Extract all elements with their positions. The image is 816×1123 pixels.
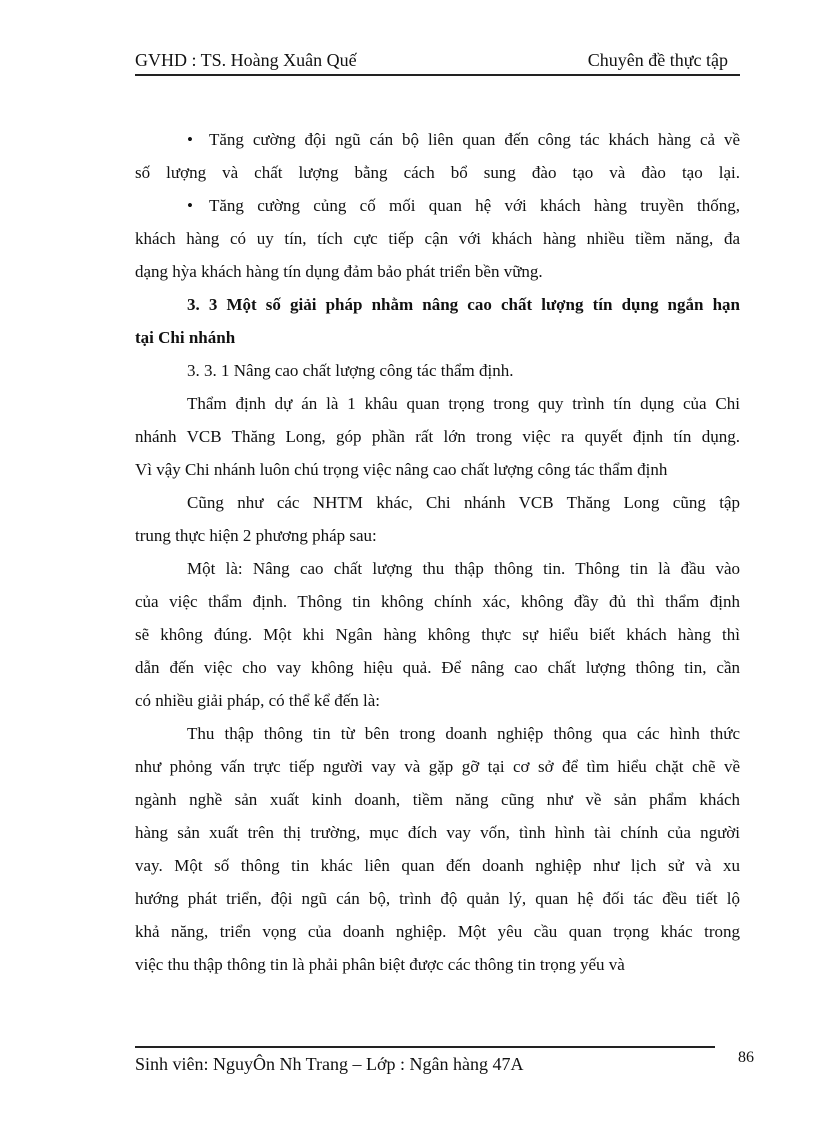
text-line: vay. Một số thông tin khác liên quan đến doanh nghiệp như lịch sử và xu: [135, 856, 740, 875]
text-line: sẽ không đúng. Một khi Ngân hàng không thực sự hiểu biết khách hàng thì: [135, 625, 740, 644]
section-heading-3-3-cont: tại Chi nhánh: [135, 328, 236, 347]
bullet-paragraph-2-line-1: • Tăng cường củng cố mối quan hệ với khách hàng truyền thống,: [187, 194, 740, 218]
page-number: 86: [738, 1049, 754, 1066]
text-line: Vì vậy Chi nhánh luôn chú trọng việc nâng cao chất lượng công tác thẩm định: [135, 460, 668, 479]
text-line: của việc thẩm định. Thông tin không chính xác, không đầy đủ thì thẩm định: [135, 592, 740, 611]
text-line: Thẩm định dự án là 1 khâu quan trọng trong quy trình tín dụng của Chi: [187, 394, 740, 413]
page-header: [135, 48, 740, 76]
bullet-paragraph-1-line-1: • Tăng cường đội ngũ cán bộ liên quan đến công tác khách hàng cả về: [187, 128, 740, 152]
text-line: trung thực hiện 2 phương pháp sau:: [135, 526, 377, 545]
text-line: dạng hỳa khách hàng tín dụng đảm bảo phát triển bền vững.: [135, 262, 543, 281]
text-line: hàng sản xuất trên thị trường, mục đích vay vốn, tình hình tài chính của người: [135, 823, 740, 842]
text-line: khách hàng có uy tín, tích cực tiếp cận với khách hàng nhiều tiềm năng, đa: [135, 229, 740, 248]
text-line: khả năng, triển vọng của doanh nghiệp. Một yêu cầu quan trọng khác trong: [135, 922, 740, 941]
text-line: như phỏng vấn trực tiếp người vay và gặp gỡ tại cơ sở để tìm hiểu chặt chẽ về: [135, 757, 740, 776]
text-line: Cũng như các NHTM khác, Chi nhánh VCB Thăng Long cũng tập: [187, 493, 740, 512]
text-line: số lượng và chất lượng bằng cách bổ sung đào tạo và đào tạo lại.: [135, 163, 740, 182]
header-document-type: Chuyên đề thực tập: [587, 50, 728, 70]
text-line: hướng phát triển, đội ngũ cán bộ, trình độ quản lý, quan hệ đối tác đều tiết lộ: [135, 889, 740, 908]
text-line: Thu thập thông tin từ bên trong doanh nghiệp thông qua các hình thức: [187, 724, 740, 743]
bullet-icon: •: [187, 130, 193, 149]
text-line: Một là: Nâng cao chất lượng thu thập thông tin. Thông tin là đầu vào: [187, 559, 740, 578]
text-line: có nhiều giải pháp, có thể kể đến là:: [135, 691, 380, 710]
text-line: việc thu thập thông tin là phải phân biệt được các thông tin trọng yếu và: [135, 955, 625, 974]
page-footer: Sinh viên: NguyÔn Nh Trang – Lớp : Ngân hàng 47A: [135, 1054, 524, 1074]
header-supervisor: GVHD : TS. Hoàng Xuân Quế: [135, 50, 357, 70]
footer-divider: [135, 1046, 715, 1048]
section-heading-3-3: 3. 3 Một số giải pháp nhằm nâng cao chất lượng tín dụng ngắn hạn: [187, 295, 740, 314]
text-line: ngành nghề sản xuất kinh doanh, tiềm năng cũng như về sản phẩm khách: [135, 790, 740, 809]
text-line: nhánh VCB Thăng Long, góp phần rất lớn trong việc ra quyết định tín dụng.: [135, 427, 740, 446]
subsection-heading-3-3-1: 3. 3. 1 Nâng cao chất lượng công tác thẩm định.: [187, 361, 514, 380]
bullet-icon: •: [187, 196, 193, 215]
text-line: dẫn đến việc cho vay không hiệu quả. Để nâng cao chất lượng thông tin, cần: [135, 658, 740, 677]
